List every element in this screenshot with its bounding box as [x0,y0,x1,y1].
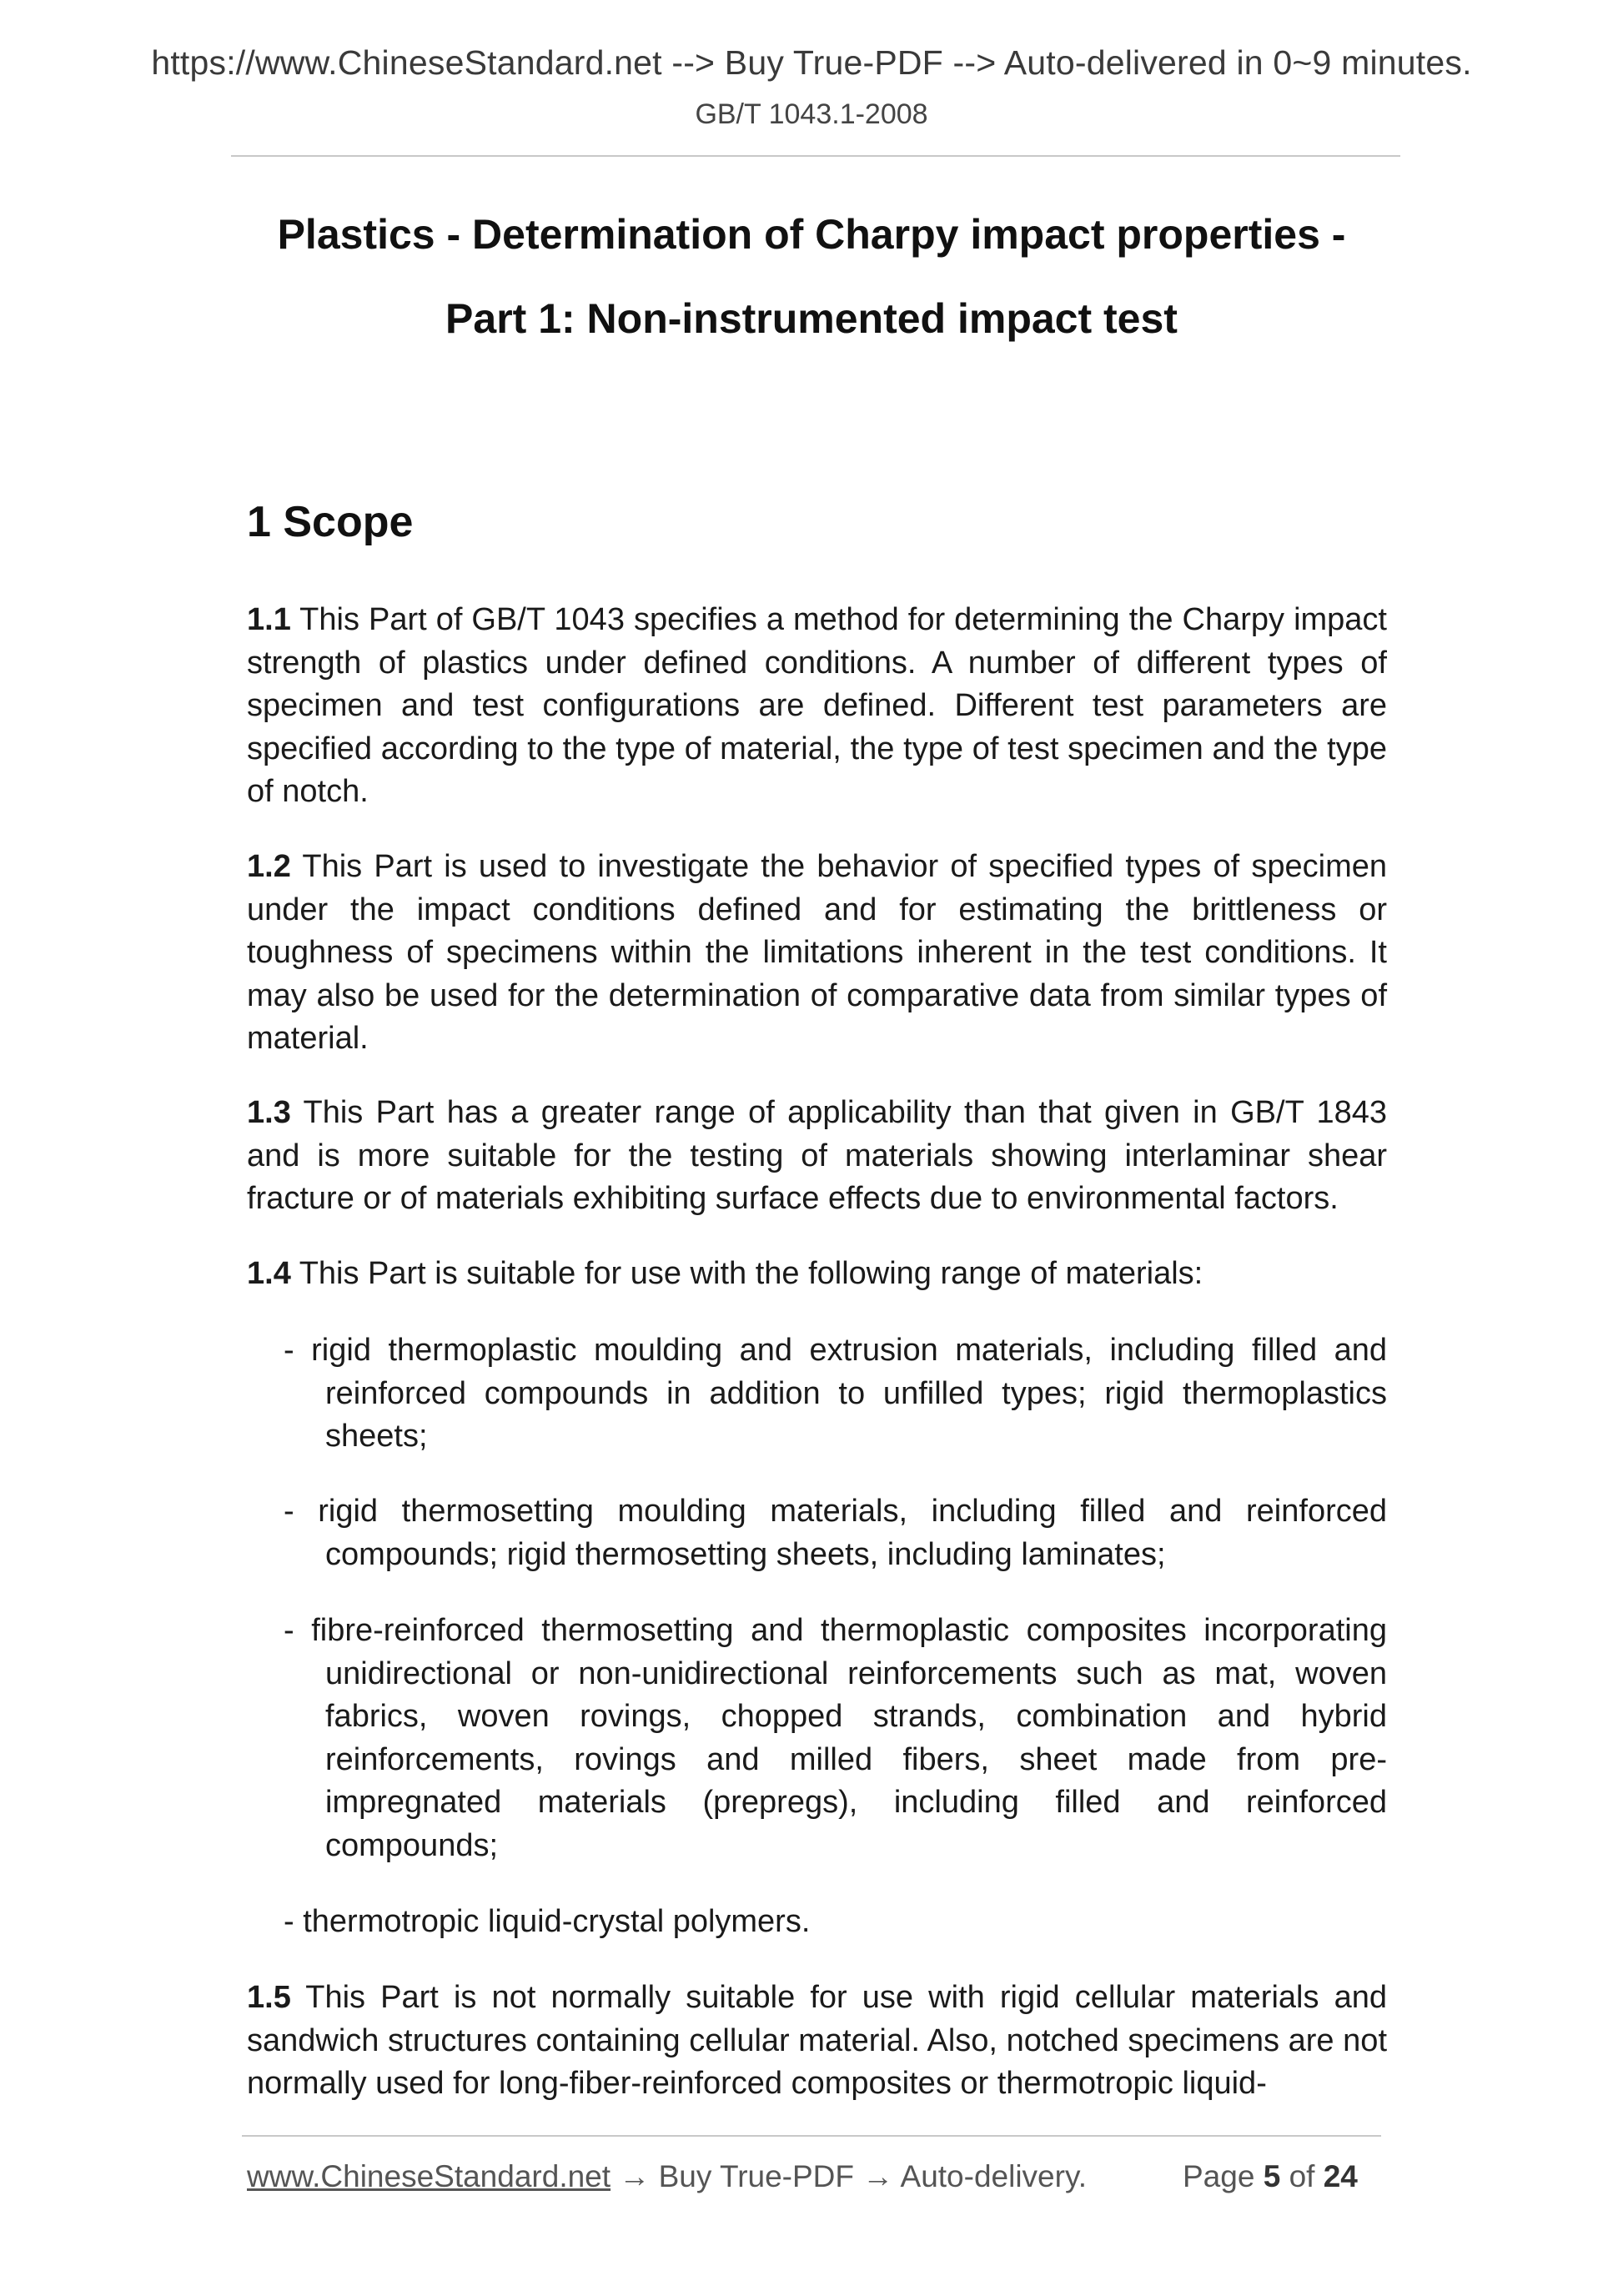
clause-1-1 [247,599,1387,814]
total-pages: 24 [1323,2159,1358,2193]
section-heading-scope: 1 Scope [247,498,414,546]
footer-tagline: → Buy True-PDF → Auto-delivery. [611,2159,1087,2193]
clause-number: 1.3 [247,1095,291,1130]
header-standard-code: GB/T 1043.1-2008 [695,98,928,130]
footer-divider [242,2135,1381,2137]
material-list-item: - rigid thermosetting moulding materials, including filled and reinforced compounds; rigid thermosetting sheets, including laminates; [284,1494,1387,1572]
clause-number: 1.4 [247,1256,291,1291]
clause-1-3 [247,1092,1387,1221]
clause-1-2 [247,846,1387,1061]
header-divider [231,155,1400,157]
clause-number: 1.2 [247,849,291,884]
clause-text: This Part is not normally suitable for use with rigid cellular materials and sandwich structures containing cellular material. Also, notched specimens are not normally used for long-fiber-reinforced composites or thermotropic liquid- [247,1980,1387,2101]
header-promo-line: https://www.ChineseStandard.net --> Buy True-PDF --> Auto-delivered in 0~9 minutes. [151,43,1472,82]
of-label: of [1289,2159,1315,2193]
document-title-line-2: Part 1: Non-instrumented impact test [445,295,1178,342]
page-indicator [1183,2159,1358,2194]
clause-text: This Part is used to investigate the behavior of specified types of specimen under the impact conditions defined and for estimating the brittleness or toughness of specimens within the limitations inherent in the test conditions. It may also be used for the determination of comparative data from similar types of material. [247,849,1387,1056]
page-number: 5 [1263,2159,1281,2193]
document-title-line-1: Plastics - Determination of Charpy impact properties - [277,211,1346,258]
clause-number: 1.5 [247,1980,291,2015]
clause-1-5 [247,1977,1387,2106]
footer-left [247,2159,1087,2194]
material-list-item: - thermotropic liquid-crystal polymers. [284,1904,811,1939]
clause-text: This Part has a greater range of applicability than that given in GB/T 1843 and is more suitable for the testing of materials showing interlaminar shear fracture or of materials exhibiting surface effects due to environmental factors. [247,1095,1387,1216]
clause-1-4 [247,1253,1387,1296]
footer-site-link[interactable]: www.ChineseStandard.net [247,2159,611,2193]
clause-text: This Part is suitable for use with the following range of materials: [299,1256,1203,1291]
material-list-item: - fibre-reinforced thermosetting and thermoplastic composites incorporating unidirectional or non-unidirectional reinforcements such as mat, woven fabrics, woven rovings, chopped strands, combination and hybrid reinforcements, rovings and milled fibers, sheet made from pre-impregnated materials (prepregs), including filled and reinforced compounds; [284,1613,1387,1863]
material-list-item: - rigid thermoplastic moulding and extrusion materials, including filled and reinforced compounds in addition to unfilled types; rigid thermoplastics sheets; [284,1333,1387,1454]
clause-number: 1.1 [247,602,291,637]
page-label: Page [1183,2159,1255,2193]
clause-text: This Part of GB/T 1043 specifies a method for determining the Charpy impact strength of plastics under defined conditions. A number of different types of specimen and test configurations are defined. Different test parameters are specified according to the type of material, the type of test specimen and the type of notch. [247,602,1387,809]
